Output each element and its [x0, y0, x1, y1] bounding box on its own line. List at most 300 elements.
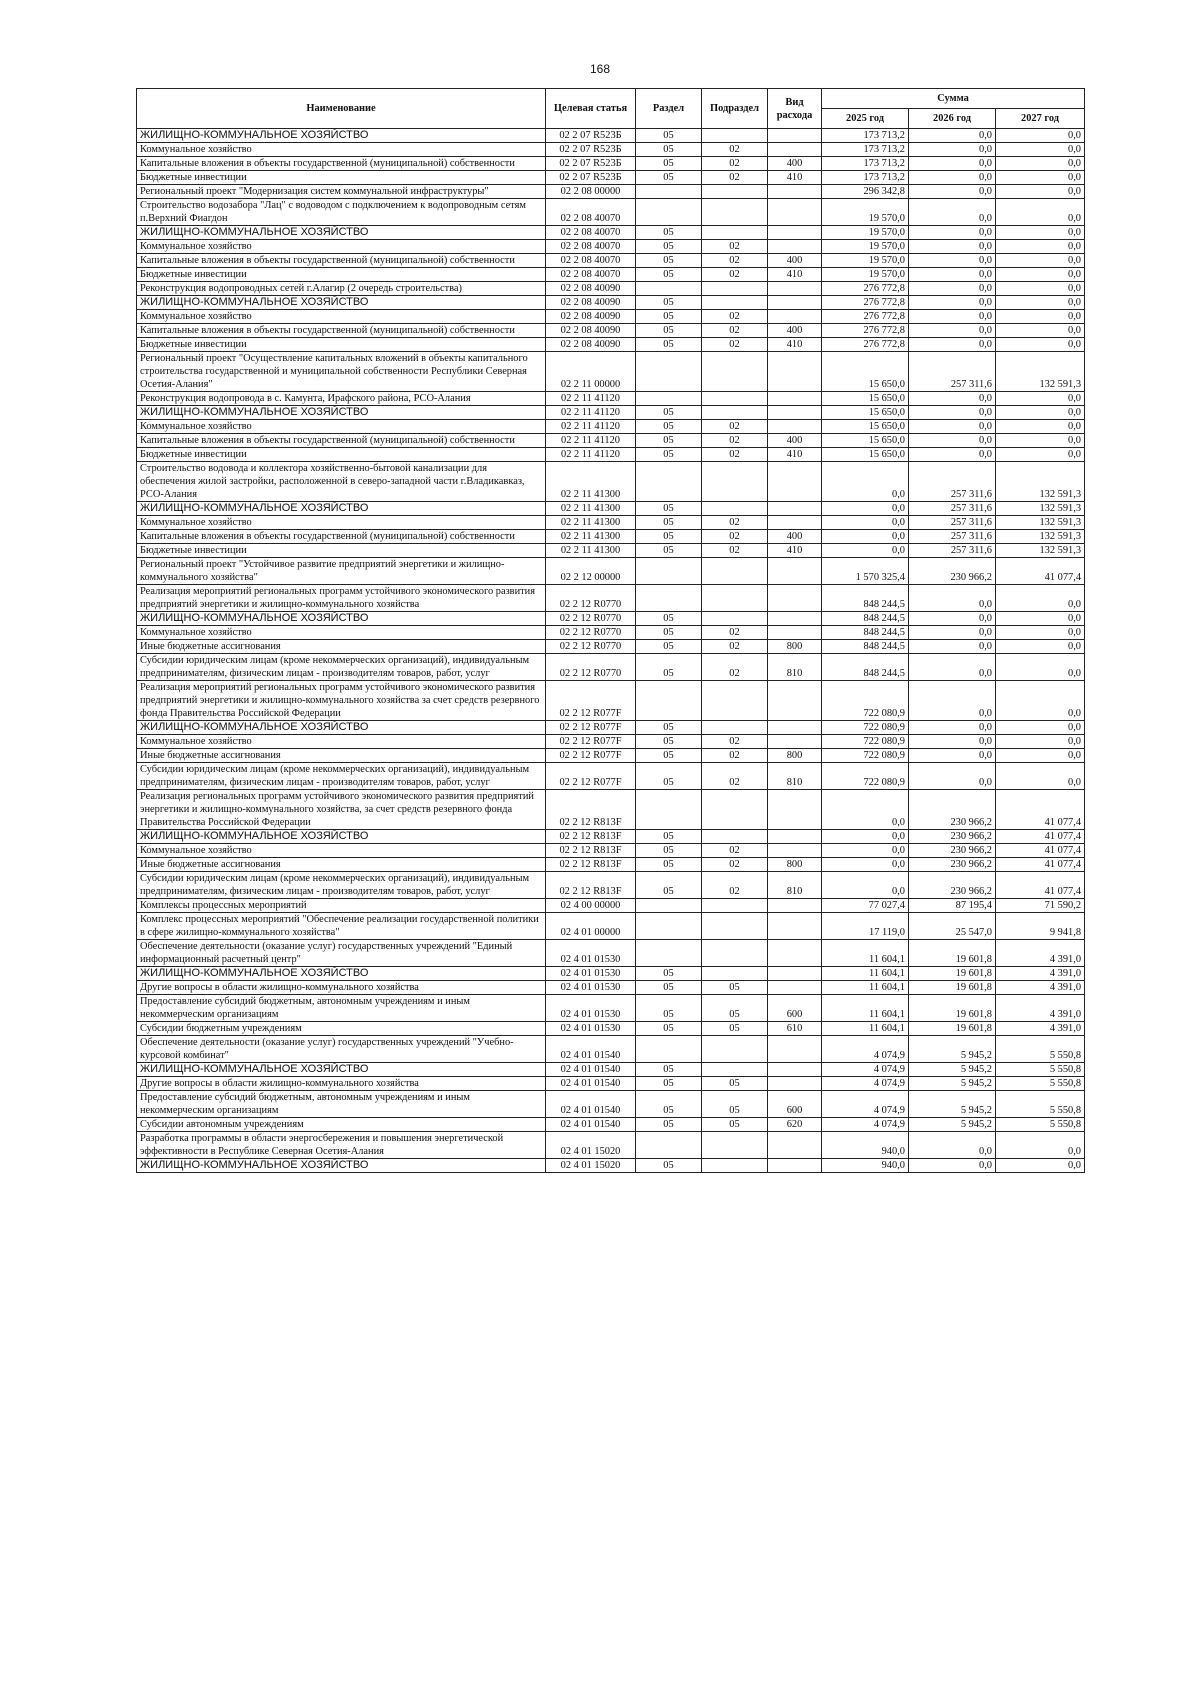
table-row	[137, 967, 1085, 981]
row-sum-2025: 722 080,9	[822, 681, 909, 721]
row-expense-kind	[768, 1036, 822, 1063]
row-expense-kind	[768, 558, 822, 585]
row-sum-2026: 19 601,8	[909, 1022, 996, 1036]
row-sum-2025: 848 244,5	[822, 585, 909, 612]
row-sum-2027: 5 550,8	[996, 1077, 1085, 1091]
row-sum-2026: 0,0	[909, 268, 996, 282]
row-sum-2026: 19 601,8	[909, 967, 996, 981]
row-sum-2026: 0,0	[909, 310, 996, 324]
row-sum-2026: 0,0	[909, 406, 996, 420]
row-sum-2025: 11 604,1	[822, 1022, 909, 1036]
row-sum-2026: 0,0	[909, 171, 996, 185]
row-expense-kind: 400	[768, 530, 822, 544]
row-sum-2026: 0,0	[909, 129, 996, 143]
row-section	[636, 199, 702, 226]
row-sum-2027: 0,0	[996, 157, 1085, 171]
row-target-article: 02 2 08 00000	[546, 185, 636, 199]
row-sum-2027: 4 391,0	[996, 967, 1085, 981]
row-sum-2027: 41 077,4	[996, 830, 1085, 844]
row-subsection: 02	[702, 434, 768, 448]
row-sum-2025: 173 713,2	[822, 143, 909, 157]
row-sum-2025: 11 604,1	[822, 981, 909, 995]
row-subsection: 02	[702, 448, 768, 462]
row-section	[636, 585, 702, 612]
row-sum-2026: 5 945,2	[909, 1091, 996, 1118]
row-expense-kind	[768, 129, 822, 143]
row-subsection: 02	[702, 858, 768, 872]
row-sum-2027: 0,0	[996, 640, 1085, 654]
row-target-article: 02 2 12 R0770	[546, 640, 636, 654]
table-row	[137, 790, 1085, 830]
row-subsection	[702, 558, 768, 585]
row-section: 05	[636, 420, 702, 434]
row-expense-kind	[768, 310, 822, 324]
row-sum-2026: 0,0	[909, 749, 996, 763]
row-name: Разработка программы в области энергосбережения и повышения энергетической эффективности в Республике Северная Осетия-Алания	[137, 1132, 546, 1159]
row-sum-2027: 0,0	[996, 448, 1085, 462]
row-sum-2025: 15 650,0	[822, 448, 909, 462]
row-expense-kind	[768, 502, 822, 516]
row-name: Капитальные вложения в объекты государственной (муниципальной) собственности	[137, 324, 546, 338]
row-name: ЖИЛИЩНО-КОММУНАЛЬНОЕ ХОЗЯЙСТВО	[137, 1159, 546, 1173]
row-section	[636, 185, 702, 199]
row-subsection: 02	[702, 143, 768, 157]
row-sum-2027: 0,0	[996, 185, 1085, 199]
row-sum-2027: 0,0	[996, 626, 1085, 640]
row-expense-kind: 400	[768, 434, 822, 448]
row-target-article: 02 4 01 01530	[546, 967, 636, 981]
row-sum-2027: 132 591,3	[996, 502, 1085, 516]
row-subsection	[702, 462, 768, 502]
row-sum-2026: 19 601,8	[909, 940, 996, 967]
row-sum-2026: 257 311,6	[909, 544, 996, 558]
row-expense-kind	[768, 462, 822, 502]
row-subsection	[702, 502, 768, 516]
row-subsection	[702, 721, 768, 735]
row-sum-2027: 0,0	[996, 585, 1085, 612]
table-row	[137, 406, 1085, 420]
row-sum-2025: 15 650,0	[822, 392, 909, 406]
row-expense-kind	[768, 721, 822, 735]
row-sum-2025: 722 080,9	[822, 763, 909, 790]
row-subsection: 02	[702, 844, 768, 858]
row-sum-2027: 9 941,8	[996, 913, 1085, 940]
row-expense-kind: 400	[768, 324, 822, 338]
row-expense-kind	[768, 1063, 822, 1077]
row-section: 05	[636, 406, 702, 420]
row-subsection: 05	[702, 1118, 768, 1132]
row-sum-2025: 0,0	[822, 790, 909, 830]
row-name: ЖИЛИЩНО-КОММУНАЛЬНОЕ ХОЗЯЙСТВО	[137, 612, 546, 626]
row-name: ЖИЛИЩНО-КОММУНАЛЬНОЕ ХОЗЯЙСТВО	[137, 1063, 546, 1077]
row-sum-2026: 0,0	[909, 254, 996, 268]
row-subsection	[702, 406, 768, 420]
row-expense-kind	[768, 681, 822, 721]
row-subsection: 05	[702, 981, 768, 995]
row-sum-2025: 0,0	[822, 530, 909, 544]
row-target-article: 02 2 08 40090	[546, 282, 636, 296]
row-expense-kind: 600	[768, 1091, 822, 1118]
table-row	[137, 226, 1085, 240]
row-name: Капитальные вложения в объекты государственной (муниципальной) собственности	[137, 434, 546, 448]
row-expense-kind	[768, 967, 822, 981]
table-row	[137, 448, 1085, 462]
row-subsection: 02	[702, 735, 768, 749]
row-target-article: 02 2 08 40090	[546, 338, 636, 352]
row-sum-2027: 0,0	[996, 735, 1085, 749]
row-section	[636, 913, 702, 940]
row-sum-2025: 173 713,2	[822, 157, 909, 171]
row-target-article: 02 2 12 R077F	[546, 763, 636, 790]
row-expense-kind	[768, 899, 822, 913]
row-subsection	[702, 612, 768, 626]
row-name: Комплекс процессных мероприятий "Обеспечение реализации государственной политики в сфере жилищно-коммунального хозяйства"	[137, 913, 546, 940]
table-row	[137, 157, 1085, 171]
row-sum-2025: 0,0	[822, 872, 909, 899]
row-section	[636, 392, 702, 406]
header-target-article: Целевая статья	[546, 89, 636, 129]
row-sum-2025: 4 074,9	[822, 1063, 909, 1077]
row-target-article: 02 2 11 41120	[546, 448, 636, 462]
row-sum-2025: 11 604,1	[822, 940, 909, 967]
row-sum-2025: 173 713,2	[822, 129, 909, 143]
row-sum-2025: 0,0	[822, 830, 909, 844]
row-expense-kind	[768, 352, 822, 392]
row-section: 05	[636, 872, 702, 899]
row-section: 05	[636, 1118, 702, 1132]
row-sum-2026: 257 311,6	[909, 352, 996, 392]
table-row	[137, 338, 1085, 352]
table-row	[137, 735, 1085, 749]
row-sum-2025: 848 244,5	[822, 640, 909, 654]
row-sum-2027: 5 550,8	[996, 1091, 1085, 1118]
row-sum-2027: 0,0	[996, 763, 1085, 790]
row-sum-2026: 0,0	[909, 434, 996, 448]
row-target-article: 02 2 11 41300	[546, 516, 636, 530]
row-name: Реализация мероприятий региональных программ устойчивого экономического развития предприятий энергетики и жилищно-коммунального хозяйства	[137, 585, 546, 612]
row-subsection	[702, 129, 768, 143]
row-target-article: 02 2 11 41300	[546, 544, 636, 558]
row-sum-2027: 4 391,0	[996, 995, 1085, 1022]
table-row	[137, 899, 1085, 913]
row-name: Субсидии юридическим лицам (кроме некоммерческих организаций), индивидуальным предпринимателям, физическим лицам - производителям товаров, работ, услуг	[137, 872, 546, 899]
row-sum-2025: 15 650,0	[822, 352, 909, 392]
row-name: Обеспечение деятельности (оказание услуг) государственных учреждений "Учебно-курсовой комбинат"	[137, 1036, 546, 1063]
row-sum-2026: 230 966,2	[909, 830, 996, 844]
table-row	[137, 268, 1085, 282]
row-sum-2027: 0,0	[996, 612, 1085, 626]
row-section: 05	[636, 612, 702, 626]
row-expense-kind	[768, 392, 822, 406]
row-sum-2026: 0,0	[909, 735, 996, 749]
header-2026: 2026 год	[909, 109, 996, 129]
row-section: 05	[636, 1091, 702, 1118]
row-sum-2026: 19 601,8	[909, 981, 996, 995]
row-name: Субсидии бюджетным учреждениям	[137, 1022, 546, 1036]
row-sum-2027: 0,0	[996, 420, 1085, 434]
row-name: Коммунальное хозяйство	[137, 420, 546, 434]
row-sum-2025: 15 650,0	[822, 406, 909, 420]
row-section: 05	[636, 434, 702, 448]
row-target-article: 02 2 07 R523Б	[546, 143, 636, 157]
row-expense-kind	[768, 585, 822, 612]
row-expense-kind	[768, 406, 822, 420]
row-sum-2027: 41 077,4	[996, 858, 1085, 872]
row-sum-2025: 19 570,0	[822, 254, 909, 268]
row-sum-2025: 848 244,5	[822, 654, 909, 681]
row-section: 05	[636, 995, 702, 1022]
table-row	[137, 296, 1085, 310]
row-section	[636, 940, 702, 967]
table-row	[137, 143, 1085, 157]
row-subsection	[702, 1036, 768, 1063]
row-sum-2026: 0,0	[909, 1132, 996, 1159]
table-row	[137, 420, 1085, 434]
table-row	[137, 199, 1085, 226]
row-name: ЖИЛИЩНО-КОММУНАЛЬНОЕ ХОЗЯЙСТВО	[137, 721, 546, 735]
row-name: Капитальные вложения в объекты государственной (муниципальной) собственности	[137, 157, 546, 171]
row-name: Коммунальное хозяйство	[137, 735, 546, 749]
row-sum-2025: 276 772,8	[822, 324, 909, 338]
row-sum-2025: 276 772,8	[822, 282, 909, 296]
row-sum-2025: 0,0	[822, 516, 909, 530]
row-section: 05	[636, 324, 702, 338]
row-sum-2027: 41 077,4	[996, 790, 1085, 830]
table-row	[137, 763, 1085, 790]
row-target-article: 02 2 07 R523Б	[546, 157, 636, 171]
row-subsection	[702, 185, 768, 199]
table-row	[137, 626, 1085, 640]
row-section: 05	[636, 129, 702, 143]
row-target-article: 02 2 08 40070	[546, 254, 636, 268]
row-sum-2026: 0,0	[909, 296, 996, 310]
row-name: Реализация мероприятий региональных программ устойчивого экономического развития предприятий энергетики и жилищно-коммунального хозяйства за счет средств резервного фонда Правительства Российской Федерации	[137, 681, 546, 721]
row-section	[636, 790, 702, 830]
row-name: Коммунальное хозяйство	[137, 310, 546, 324]
row-subsection	[702, 199, 768, 226]
row-sum-2027: 5 550,8	[996, 1063, 1085, 1077]
row-sum-2027: 5 550,8	[996, 1118, 1085, 1132]
row-sum-2025: 15 650,0	[822, 434, 909, 448]
table-row	[137, 171, 1085, 185]
row-sum-2025: 4 074,9	[822, 1036, 909, 1063]
row-target-article: 02 2 11 41120	[546, 406, 636, 420]
table-row	[137, 1077, 1085, 1091]
row-subsection: 02	[702, 763, 768, 790]
row-expense-kind	[768, 913, 822, 940]
row-name: Бюджетные инвестиции	[137, 448, 546, 462]
row-sum-2025: 173 713,2	[822, 171, 909, 185]
row-expense-kind: 620	[768, 1118, 822, 1132]
row-sum-2025: 19 570,0	[822, 268, 909, 282]
row-sum-2025: 0,0	[822, 858, 909, 872]
table-row	[137, 844, 1085, 858]
row-target-article: 02 4 01 01540	[546, 1091, 636, 1118]
row-section: 05	[636, 830, 702, 844]
row-section	[636, 681, 702, 721]
row-sum-2027: 41 077,4	[996, 872, 1085, 899]
table-row	[137, 1063, 1085, 1077]
row-subsection	[702, 392, 768, 406]
header-sum: Сумма	[822, 89, 1085, 109]
row-expense-kind: 810	[768, 763, 822, 790]
row-sum-2027: 0,0	[996, 749, 1085, 763]
row-sum-2027: 0,0	[996, 681, 1085, 721]
row-sum-2026: 25 547,0	[909, 913, 996, 940]
row-sum-2025: 0,0	[822, 462, 909, 502]
row-sum-2027: 41 077,4	[996, 558, 1085, 585]
row-sum-2027: 0,0	[996, 310, 1085, 324]
header-name: Наименование	[137, 89, 546, 129]
row-section	[636, 899, 702, 913]
row-subsection	[702, 830, 768, 844]
row-sum-2027: 132 591,3	[996, 530, 1085, 544]
row-section	[636, 1036, 702, 1063]
row-target-article: 02 2 08 40070	[546, 199, 636, 226]
row-sum-2027: 0,0	[996, 1159, 1085, 1173]
table-row	[137, 940, 1085, 967]
row-sum-2027: 0,0	[996, 392, 1085, 406]
row-subsection	[702, 226, 768, 240]
row-sum-2026: 230 966,2	[909, 558, 996, 585]
table-row	[137, 530, 1085, 544]
row-section: 05	[636, 967, 702, 981]
table-row	[137, 1159, 1085, 1173]
row-sum-2027: 0,0	[996, 434, 1085, 448]
row-target-article: 02 2 11 41300	[546, 530, 636, 544]
row-sum-2026: 257 311,6	[909, 530, 996, 544]
row-sum-2026: 257 311,6	[909, 516, 996, 530]
table-row	[137, 640, 1085, 654]
row-sum-2026: 0,0	[909, 338, 996, 352]
row-expense-kind	[768, 1159, 822, 1173]
row-sum-2026: 0,0	[909, 721, 996, 735]
row-expense-kind: 410	[768, 544, 822, 558]
table-row	[137, 462, 1085, 502]
row-sum-2025: 940,0	[822, 1159, 909, 1173]
row-sum-2025: 276 772,8	[822, 296, 909, 310]
row-expense-kind	[768, 1077, 822, 1091]
row-subsection: 02	[702, 530, 768, 544]
row-section: 05	[636, 1159, 702, 1173]
row-sum-2027: 0,0	[996, 240, 1085, 254]
row-subsection: 02	[702, 171, 768, 185]
row-target-article: 02 4 01 01540	[546, 1063, 636, 1077]
row-name: Обеспечение деятельности (оказание услуг) государственных учреждений "Единый информационный расчетный центр"	[137, 940, 546, 967]
row-name: Реконструкция водопровода в с. Камунта, Ирафского района, РСО-Алания	[137, 392, 546, 406]
row-sum-2026: 0,0	[909, 681, 996, 721]
row-name: Иные бюджетные ассигнования	[137, 640, 546, 654]
row-subsection	[702, 940, 768, 967]
row-sum-2025: 19 570,0	[822, 226, 909, 240]
page-number: 168	[589, 62, 611, 76]
row-target-article: 02 4 01 01540	[546, 1036, 636, 1063]
row-name: Региональный проект "Устойчивое развитие предприятий энергетики и жилищно-коммунального хозяйства"	[137, 558, 546, 585]
row-sum-2025: 19 570,0	[822, 240, 909, 254]
row-subsection: 02	[702, 310, 768, 324]
row-name: Коммунальное хозяйство	[137, 516, 546, 530]
row-target-article: 02 2 07 R523Б	[546, 171, 636, 185]
table-row	[137, 681, 1085, 721]
row-expense-kind	[768, 844, 822, 858]
row-target-article: 02 2 08 40090	[546, 310, 636, 324]
table-row	[137, 585, 1085, 612]
row-sum-2027: 0,0	[996, 143, 1085, 157]
row-sum-2026: 0,0	[909, 157, 996, 171]
row-target-article: 02 2 12 R813F	[546, 872, 636, 899]
row-target-article: 02 2 11 41120	[546, 420, 636, 434]
row-sum-2025: 0,0	[822, 844, 909, 858]
row-expense-kind	[768, 735, 822, 749]
row-section: 05	[636, 157, 702, 171]
table-row	[137, 544, 1085, 558]
row-target-article: 02 4 01 01530	[546, 1022, 636, 1036]
row-subsection: 05	[702, 1091, 768, 1118]
row-sum-2027: 0,0	[996, 129, 1085, 143]
row-target-article: 02 2 12 R077F	[546, 735, 636, 749]
row-target-article: 02 4 01 00000	[546, 913, 636, 940]
row-name: Реализация региональных программ устойчивого экономического развития предприятий энергетики и жилищно-коммунального хозяйства, за счет средств резервного фонда Правительства Российской Федерации	[137, 790, 546, 830]
row-subsection: 02	[702, 420, 768, 434]
row-subsection	[702, 790, 768, 830]
row-name: Субсидии юридическим лицам (кроме некоммерческих организаций), индивидуальным предпринимателям, физическим лицам - производителям товаров, работ, услуг	[137, 654, 546, 681]
row-expense-kind	[768, 185, 822, 199]
row-target-article: 02 2 08 40090	[546, 296, 636, 310]
row-sum-2027: 0,0	[996, 268, 1085, 282]
row-sum-2025: 11 604,1	[822, 995, 909, 1022]
row-sum-2026: 0,0	[909, 763, 996, 790]
row-section: 05	[636, 254, 702, 268]
row-sum-2025: 276 772,8	[822, 310, 909, 324]
row-sum-2027: 0,0	[996, 199, 1085, 226]
row-subsection: 05	[702, 1022, 768, 1036]
row-name: Строительство водозабора "Лац" с водоводом с подключением к водопроводным сетям п.Верхний Фиагдон	[137, 199, 546, 226]
row-sum-2026: 87 195,4	[909, 899, 996, 913]
row-expense-kind: 410	[768, 338, 822, 352]
row-sum-2026: 0,0	[909, 226, 996, 240]
row-sum-2027: 4 391,0	[996, 940, 1085, 967]
row-sum-2027: 0,0	[996, 296, 1085, 310]
row-expense-kind	[768, 981, 822, 995]
row-sum-2025: 17 119,0	[822, 913, 909, 940]
row-name: Предоставление субсидий бюджетным, автономным учреждениям и иным некоммерческим организациям	[137, 1091, 546, 1118]
row-target-article: 02 2 12 R077F	[546, 721, 636, 735]
row-sum-2025: 848 244,5	[822, 612, 909, 626]
row-section: 05	[636, 981, 702, 995]
row-section: 05	[636, 296, 702, 310]
table-row	[137, 324, 1085, 338]
row-target-article: 02 2 12 R813F	[546, 830, 636, 844]
table-row	[137, 129, 1085, 143]
row-sum-2026: 5 945,2	[909, 1036, 996, 1063]
table-row	[137, 434, 1085, 448]
row-target-article: 02 2 08 40070	[546, 268, 636, 282]
row-sum-2025: 15 650,0	[822, 420, 909, 434]
row-subsection: 02	[702, 157, 768, 171]
row-sum-2026: 0,0	[909, 282, 996, 296]
row-name: Строительство водовода и коллектора хозяйственно-бытовой канализации для обеспечения жилой застройки, расположенной в северо-западной части г.Владикавказ, РСО-Алания	[137, 462, 546, 502]
row-name: Региональный проект "Модернизация систем коммунальной инфраструктуры"	[137, 185, 546, 199]
row-name: ЖИЛИЩНО-КОММУНАЛЬНОЕ ХОЗЯЙСТВО	[137, 967, 546, 981]
table-body	[137, 129, 1085, 1173]
row-name: Субсидии автономным учреждениям	[137, 1118, 546, 1132]
row-name: Бюджетные инвестиции	[137, 171, 546, 185]
row-subsection	[702, 913, 768, 940]
table-row	[137, 654, 1085, 681]
table-row	[137, 1118, 1085, 1132]
row-sum-2025: 4 074,9	[822, 1118, 909, 1132]
row-target-article: 02 2 12 R0770	[546, 612, 636, 626]
